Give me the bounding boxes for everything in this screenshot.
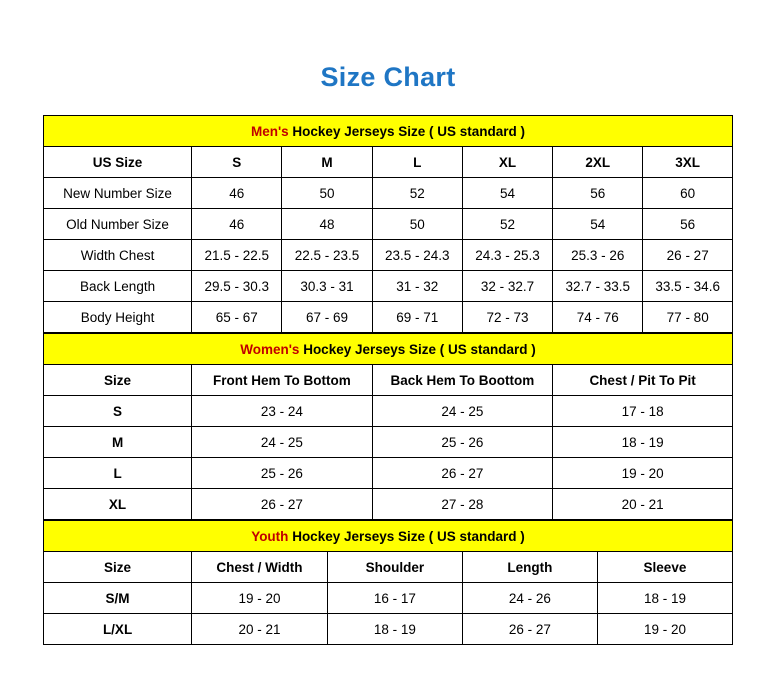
mens-cell: 60 bbox=[643, 178, 733, 209]
mens-cell: 54 bbox=[462, 178, 552, 209]
youth-band-rest: Hockey Jerseys Size ( US standard ) bbox=[288, 528, 525, 544]
mens-row-label: Body Height bbox=[44, 302, 192, 333]
mens-cell: 74 - 76 bbox=[553, 302, 643, 333]
table-row bbox=[44, 302, 733, 333]
youth-cell: 18 - 19 bbox=[597, 583, 732, 614]
mens-cell: 23.5 - 24.3 bbox=[372, 240, 462, 271]
mens-row-label: New Number Size bbox=[44, 178, 192, 209]
table-row bbox=[44, 552, 733, 583]
table-row bbox=[44, 458, 733, 489]
womens-cell: 26 - 27 bbox=[372, 458, 553, 489]
youth-header-cell: Length bbox=[462, 552, 597, 583]
womens-cell: 23 - 24 bbox=[192, 396, 373, 427]
mens-cell: 72 - 73 bbox=[462, 302, 552, 333]
mens-header-cell: US Size bbox=[44, 147, 192, 178]
womens-cell: 18 - 19 bbox=[553, 427, 733, 458]
mens-header-cell: S bbox=[192, 147, 282, 178]
womens-row-label: L bbox=[44, 458, 192, 489]
youth-header-cell: Size bbox=[44, 552, 192, 583]
youth-row-label: L/XL bbox=[44, 614, 192, 645]
youth-band-title bbox=[44, 521, 733, 552]
size-chart-container bbox=[43, 115, 733, 645]
table-row bbox=[44, 178, 733, 209]
table-row bbox=[44, 396, 733, 427]
mens-cell: 50 bbox=[282, 178, 372, 209]
mens-band-rest: Hockey Jerseys Size ( US standard ) bbox=[288, 123, 526, 139]
womens-header-cell: Chest / Pit To Pit bbox=[553, 365, 733, 396]
youth-cell: 20 - 21 bbox=[192, 614, 328, 645]
womens-cell: 26 - 27 bbox=[192, 489, 373, 520]
mens-header-cell: M bbox=[282, 147, 372, 178]
womens-cell: 25 - 26 bbox=[372, 427, 553, 458]
youth-size-table bbox=[43, 520, 733, 645]
mens-cell: 30.3 - 31 bbox=[282, 271, 372, 302]
womens-cell: 27 - 28 bbox=[372, 489, 553, 520]
table-band-row bbox=[44, 521, 733, 552]
womens-size-table bbox=[43, 333, 733, 520]
mens-cell: 56 bbox=[553, 178, 643, 209]
womens-cell: 24 - 25 bbox=[192, 427, 373, 458]
mens-cell: 33.5 - 34.6 bbox=[643, 271, 733, 302]
mens-band-accent: Men's bbox=[250, 123, 289, 139]
youth-header-cell: Sleeve bbox=[597, 552, 732, 583]
womens-cell: 19 - 20 bbox=[553, 458, 733, 489]
youth-header-cell: Chest / Width bbox=[192, 552, 328, 583]
page-title: Size Chart bbox=[320, 62, 456, 92]
table-row bbox=[44, 147, 733, 178]
youth-cell: 19 - 20 bbox=[192, 583, 328, 614]
table-row bbox=[44, 427, 733, 458]
mens-band-title bbox=[44, 116, 733, 147]
table-band-row bbox=[44, 334, 733, 365]
womens-band-title bbox=[44, 334, 733, 365]
mens-cell: 22.5 - 23.5 bbox=[282, 240, 372, 271]
mens-cell: 56 bbox=[643, 209, 733, 240]
mens-cell: 32.7 - 33.5 bbox=[553, 271, 643, 302]
mens-cell: 26 - 27 bbox=[643, 240, 733, 271]
mens-cell: 52 bbox=[462, 209, 552, 240]
mens-cell: 29.5 - 30.3 bbox=[192, 271, 282, 302]
womens-cell: 20 - 21 bbox=[553, 489, 733, 520]
youth-cell: 19 - 20 bbox=[597, 614, 732, 645]
womens-cell: 25 - 26 bbox=[192, 458, 373, 489]
mens-cell: 77 - 80 bbox=[643, 302, 733, 333]
mens-cell: 24.3 - 25.3 bbox=[462, 240, 552, 271]
table-band-row bbox=[44, 116, 733, 147]
mens-row-label: Old Number Size bbox=[44, 209, 192, 240]
womens-band-accent: Women's bbox=[240, 341, 300, 357]
mens-cell: 65 - 67 bbox=[192, 302, 282, 333]
mens-size-table bbox=[43, 115, 733, 333]
mens-header-cell: 3XL bbox=[643, 147, 733, 178]
table-row bbox=[44, 489, 733, 520]
youth-cell: 18 - 19 bbox=[327, 614, 462, 645]
mens-cell: 52 bbox=[372, 178, 462, 209]
mens-cell: 32 - 32.7 bbox=[462, 271, 552, 302]
mens-cell: 67 - 69 bbox=[282, 302, 372, 333]
mens-row-label: Back Length bbox=[44, 271, 192, 302]
mens-cell: 54 bbox=[553, 209, 643, 240]
mens-header-cell: 2XL bbox=[553, 147, 643, 178]
mens-header-cell: L bbox=[372, 147, 462, 178]
table-row bbox=[44, 614, 733, 645]
womens-header-cell: Back Hem To Boottom bbox=[372, 365, 553, 396]
table-row bbox=[44, 240, 733, 271]
mens-row-label: Width Chest bbox=[44, 240, 192, 271]
womens-header-cell: Size bbox=[44, 365, 192, 396]
mens-header-cell: XL bbox=[462, 147, 552, 178]
mens-cell: 31 - 32 bbox=[372, 271, 462, 302]
youth-band-accent: Youth bbox=[251, 528, 289, 544]
mens-cell: 69 - 71 bbox=[372, 302, 462, 333]
youth-cell: 24 - 26 bbox=[462, 583, 597, 614]
womens-band-rest: Hockey Jerseys Size ( US standard ) bbox=[299, 341, 536, 357]
womens-cell: 24 - 25 bbox=[372, 396, 553, 427]
table-row bbox=[44, 209, 733, 240]
youth-cell: 26 - 27 bbox=[462, 614, 597, 645]
mens-cell: 25.3 - 26 bbox=[553, 240, 643, 271]
table-row bbox=[44, 365, 733, 396]
mens-cell: 50 bbox=[372, 209, 462, 240]
womens-row-label: M bbox=[44, 427, 192, 458]
table-row bbox=[44, 583, 733, 614]
womens-row-label: S bbox=[44, 396, 192, 427]
womens-header-cell: Front Hem To Bottom bbox=[192, 365, 373, 396]
mens-cell: 21.5 - 22.5 bbox=[192, 240, 282, 271]
youth-header-cell: Shoulder bbox=[327, 552, 462, 583]
youth-cell: 16 - 17 bbox=[327, 583, 462, 614]
youth-row-label: S/M bbox=[44, 583, 192, 614]
mens-cell: 48 bbox=[282, 209, 372, 240]
womens-cell: 17 - 18 bbox=[553, 396, 733, 427]
mens-cell: 46 bbox=[192, 209, 282, 240]
womens-row-label: XL bbox=[44, 489, 192, 520]
mens-cell: 46 bbox=[192, 178, 282, 209]
table-row bbox=[44, 271, 733, 302]
